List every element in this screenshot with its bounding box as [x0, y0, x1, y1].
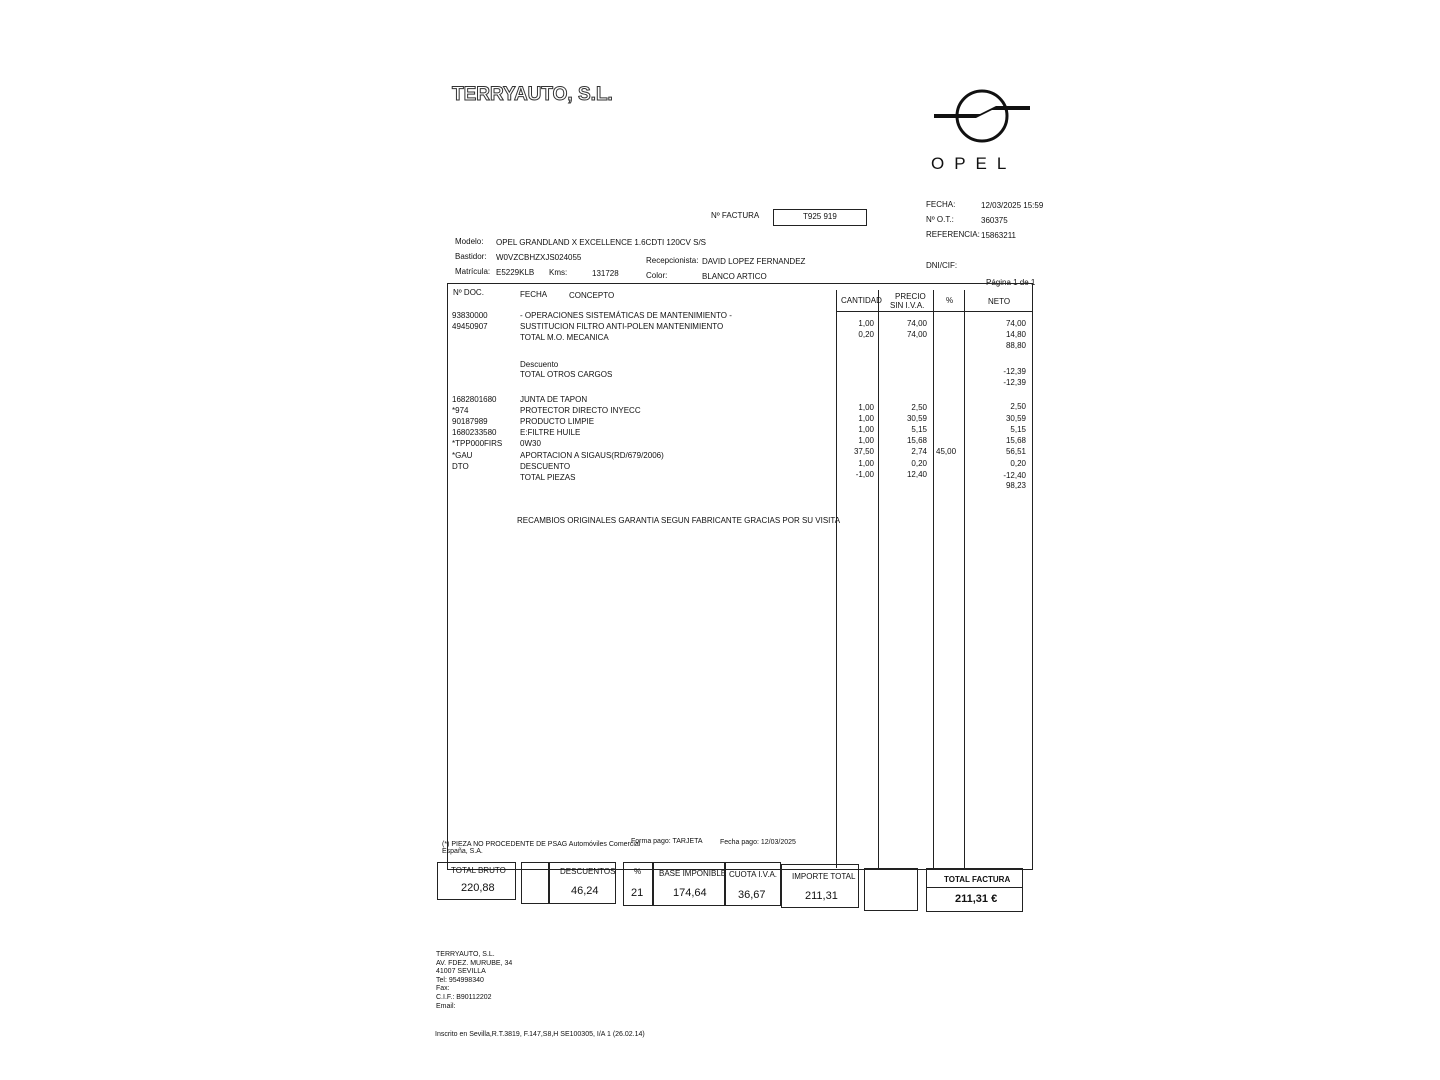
- row-concepto: PROTECTOR DIRECTO INYECC: [520, 406, 641, 415]
- row-concepto: PRODUCTO LIMPIE: [520, 417, 595, 426]
- header-precio-sub: SIN I.V.A.: [890, 301, 925, 310]
- row-neto: 98,23: [1005, 481, 1026, 490]
- address-line: Fax:: [436, 985, 450, 993]
- col-divider: [878, 290, 879, 868]
- row-neto: -12,39: [1003, 367, 1026, 376]
- row-concepto: JUNTA DE TAPON: [520, 395, 588, 404]
- row-precio: 74,00: [906, 319, 927, 328]
- row-concepto: - OPERACIONES SISTEMÁTICAS DE MANTENIMIENTO -: [520, 311, 732, 320]
- row-neto: 88,80: [1005, 341, 1026, 350]
- descuentos-value: 46,24: [571, 885, 599, 897]
- row-cantidad: 0,20: [858, 330, 874, 339]
- page-number: Página 1 de 1: [986, 278, 1036, 287]
- row-precio: 15,68: [906, 436, 927, 445]
- row-doc: *GAU: [452, 451, 473, 460]
- pct-value: 21: [631, 887, 644, 899]
- row-neto: 15,68: [1005, 436, 1026, 445]
- row-neto: 5,15: [1010, 425, 1026, 434]
- matricula-label: Matrícula:: [455, 267, 491, 276]
- row-neto: -12,40: [1003, 471, 1026, 480]
- row-neto: -12,39: [1003, 378, 1026, 387]
- row-cantidad: 1,00: [858, 319, 874, 328]
- pct-label: %: [634, 867, 642, 876]
- col-divider: [933, 290, 934, 868]
- row-doc: DTO: [452, 462, 469, 471]
- row-cantidad: -1,00: [855, 470, 874, 479]
- empty-box: [864, 868, 918, 911]
- header-pct: %: [946, 296, 954, 305]
- ref-value: 15863211: [981, 231, 1016, 240]
- header-doc: Nº DOC.: [453, 288, 484, 297]
- importe-value: 211,31: [805, 890, 838, 902]
- row-pct: 45,00: [936, 447, 957, 456]
- row-cantidad: 37,50: [853, 447, 874, 456]
- total-factura-divider: [926, 887, 1022, 888]
- row-precio: 12,40: [906, 470, 927, 479]
- bastidor-label: Bastidor:: [455, 252, 487, 261]
- row-cantidad: 1,00: [858, 459, 874, 468]
- address-line: Email:: [436, 1002, 456, 1010]
- total-bruto-label: TOTAL BRUTO: [451, 866, 506, 875]
- ot-value: 360375: [981, 216, 1008, 225]
- row-precio: 0,20: [911, 459, 927, 468]
- header-precio: PRECIO: [895, 292, 926, 301]
- invoice-number-label: Nº FACTURA: [711, 211, 760, 220]
- row-doc: 1680233580: [452, 428, 497, 437]
- matricula-value: E5229KLB: [496, 268, 535, 277]
- kms-label: Kms:: [549, 268, 568, 277]
- row-concepto: TOTAL PIEZAS: [520, 473, 576, 482]
- ref-label: REFERENCIA:: [926, 230, 980, 239]
- address-line: TERRYAUTO, S.L.: [436, 951, 495, 958]
- bastidor-value: W0VZCBHZXJS024055: [496, 253, 582, 262]
- col-divider: [836, 290, 837, 868]
- address-line: 41007 SEVILLA: [436, 968, 486, 976]
- base-label: BASE IMPONIBLE: [659, 869, 727, 878]
- row-precio: 2,50: [911, 403, 927, 412]
- header-underline: [836, 311, 1032, 312]
- header-cantidad: CANTIDAD: [841, 296, 882, 305]
- invoice-number: T925 919: [803, 212, 837, 221]
- row-concepto: TOTAL M.O. MECANICA: [520, 333, 609, 342]
- kms-value: 131728: [592, 269, 619, 278]
- recep-label: Recepcionista:: [646, 256, 699, 265]
- row-precio: 2,74: [911, 447, 927, 456]
- color-label: Color:: [646, 271, 668, 280]
- total-factura-value: 211,31 €: [955, 893, 998, 905]
- row-doc: *974: [452, 406, 469, 415]
- row-concepto: Descuento: [520, 360, 559, 369]
- address-line: AV. FDEZ. MURUBE, 34: [436, 959, 513, 967]
- brand-name: OPEL: [931, 154, 1017, 173]
- address-line: C.I.F.: B90112202: [436, 994, 492, 1001]
- row-doc: 90187989: [452, 417, 488, 426]
- recep-value: DAVID LOPEZ FERNANDEZ: [702, 257, 806, 266]
- row-doc: 1682801680: [452, 395, 497, 404]
- row-precio: 5,15: [911, 425, 927, 434]
- row-neto: 0,20: [1010, 459, 1026, 468]
- thanks-note: RECAMBIOS ORIGINALES GARANTIA SEGUN FABRICANTE GRACIAS POR SU VISITA: [517, 516, 841, 525]
- row-precio: 74,00: [906, 330, 927, 339]
- header-neto: NETO: [988, 297, 1011, 306]
- ot-label: Nº O.T.:: [926, 215, 954, 224]
- row-doc: *TPP000FIRS: [452, 439, 503, 448]
- total-bruto-value: 220,88: [461, 882, 495, 894]
- row-neto: 2,50: [1010, 402, 1026, 411]
- row-neto: 14,80: [1005, 330, 1026, 339]
- dni-label: DNI/CIF:: [926, 261, 958, 270]
- fecha-value: 12/03/2025 15:59: [981, 201, 1044, 210]
- header-fecha: FECHA: [520, 290, 548, 299]
- base-value: 174,64: [673, 887, 707, 899]
- footnote-2: España, S.A.: [442, 848, 483, 855]
- row-concepto: DESCUENTO: [520, 462, 571, 471]
- row-cantidad: 1,00: [858, 414, 874, 423]
- row-concepto: 0W30: [520, 439, 541, 448]
- row-concepto: E:FILTRE HUILE: [520, 428, 581, 437]
- row-cantidad: 1,00: [858, 436, 874, 445]
- col-divider: [964, 290, 965, 868]
- cuota-label: CUOTA I.V.A.: [729, 870, 778, 879]
- cuota-value: 36,67: [738, 889, 766, 901]
- registry-info: Inscrito en Sevilla,R.T.3819, F.147,S8,H SE100305, I/A 1 (26.02.14): [435, 1031, 645, 1038]
- row-precio: 30,59: [906, 414, 927, 423]
- row-concepto: SUSTITUCION FILTRO ANTI-POLEN MANTENIMIENTO: [520, 322, 724, 331]
- company-name: TERRYAUTO, S.L.: [452, 84, 613, 105]
- fecha-label: FECHA:: [926, 200, 956, 209]
- header-concepto: CONCEPTO: [569, 291, 615, 300]
- address-line: Tel: 954998340: [436, 976, 484, 984]
- row-doc: 93830000: [452, 311, 488, 320]
- descuentos-label: DESCUENTOS: [560, 867, 616, 876]
- total-factura-label: TOTAL FACTURA: [944, 875, 1011, 884]
- modelo-value: OPEL GRANDLAND X EXCELLENCE 1.6CDTI 120CV S/S: [496, 238, 706, 247]
- row-neto: 74,00: [1005, 319, 1026, 328]
- row-cantidad: 1,00: [858, 425, 874, 434]
- row-neto: 30,59: [1005, 414, 1026, 423]
- row-doc: 49450907: [452, 322, 488, 331]
- fecha-pago: Fecha pago: 12/03/2025: [720, 839, 796, 846]
- row-cantidad: 1,00: [858, 403, 874, 412]
- spacer-box: [521, 862, 550, 904]
- row-concepto: APORTACION A SIGAUS(RD/679/2006): [520, 451, 664, 460]
- row-concepto: TOTAL OTROS CARGOS: [520, 370, 613, 379]
- footnote: (*) PIEZA NO PROCEDENTE DE PSAG Automóviles Comercial: [442, 841, 641, 848]
- modelo-label: Modelo:: [455, 237, 484, 246]
- forma-pago: Forma pago: TARJETA: [631, 838, 703, 845]
- color-value: BLANCO ARTICO: [702, 272, 767, 281]
- row-neto: 56,51: [1005, 447, 1026, 456]
- importe-label: IMPORTE TOTAL: [792, 872, 856, 881]
